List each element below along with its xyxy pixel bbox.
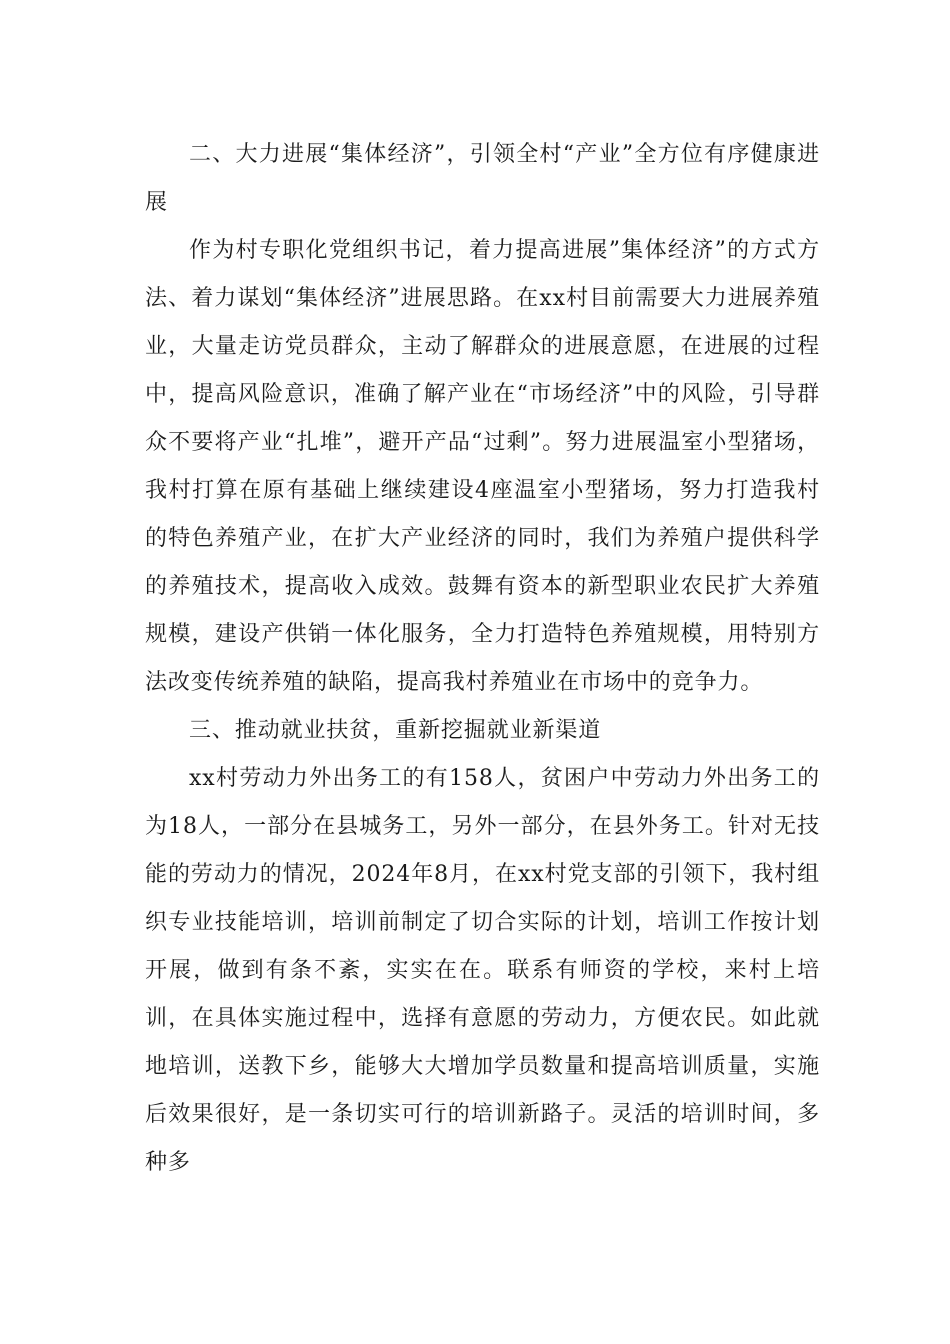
section-heading-3: 三、推动就业扶贫，重新挖掘就业新渠道: [189, 718, 602, 743]
body-paragraph: xx村劳动力外出务工的有158人，贫困户中劳动力外出务工的为18人，一部分在县城务工，另外一部分，在县外务工。针对无技能的劳动力的情况，2024年8月，在xx村党支部的引领下，我村组织专业技能培训，培训前制定了切合实际的计划，培训工作按计划开展，做到有条不紊，实实在在。联系有师资的学校，来村上培训，在具体实施过程中，选择有意愿的劳动力，方便农民。如此就地培训，送教下乡，能够大大增加学员数量和提高培训质量，实施后效果很好，是一条切实可行的培训新路子。灵活的培训时间，多种多: [145, 766, 820, 1175]
body-paragraph: 作为村专职化党组织书记，着力提高进展”集体经济”的方式方法、着力谋划“集体经济”进展思路。在xx村目前需要大力进展养殖业，大量走访党员群众，主动了解群众的进展意愿，在进展的过程中，提高风险意识，准确了解产业在“市场经济”中的风险，引导群众不要将产业“扎堆”，避开产品“过剩”。努力进展温室小型猪场，我村打算在原有基础上继续建设4座温室小型猪场，努力打造我村的特色养殖产业，在扩大产业经济的同时，我们为养殖户提供科学的养殖技术，提高收入成效。鼓舞有资本的新型职业农民扩大养殖规模，建设产供销一体化服务，全力打造特色养殖规模，用特别方法改变传统养殖的缺陷，提高我村养殖业在市场中的竞争力。: [145, 238, 820, 695]
section-heading-2: 二、大力进展“集体经济”，引领全村“产业”全方位有序健康进展: [145, 142, 820, 215]
document-body: [145, 131, 820, 1187]
